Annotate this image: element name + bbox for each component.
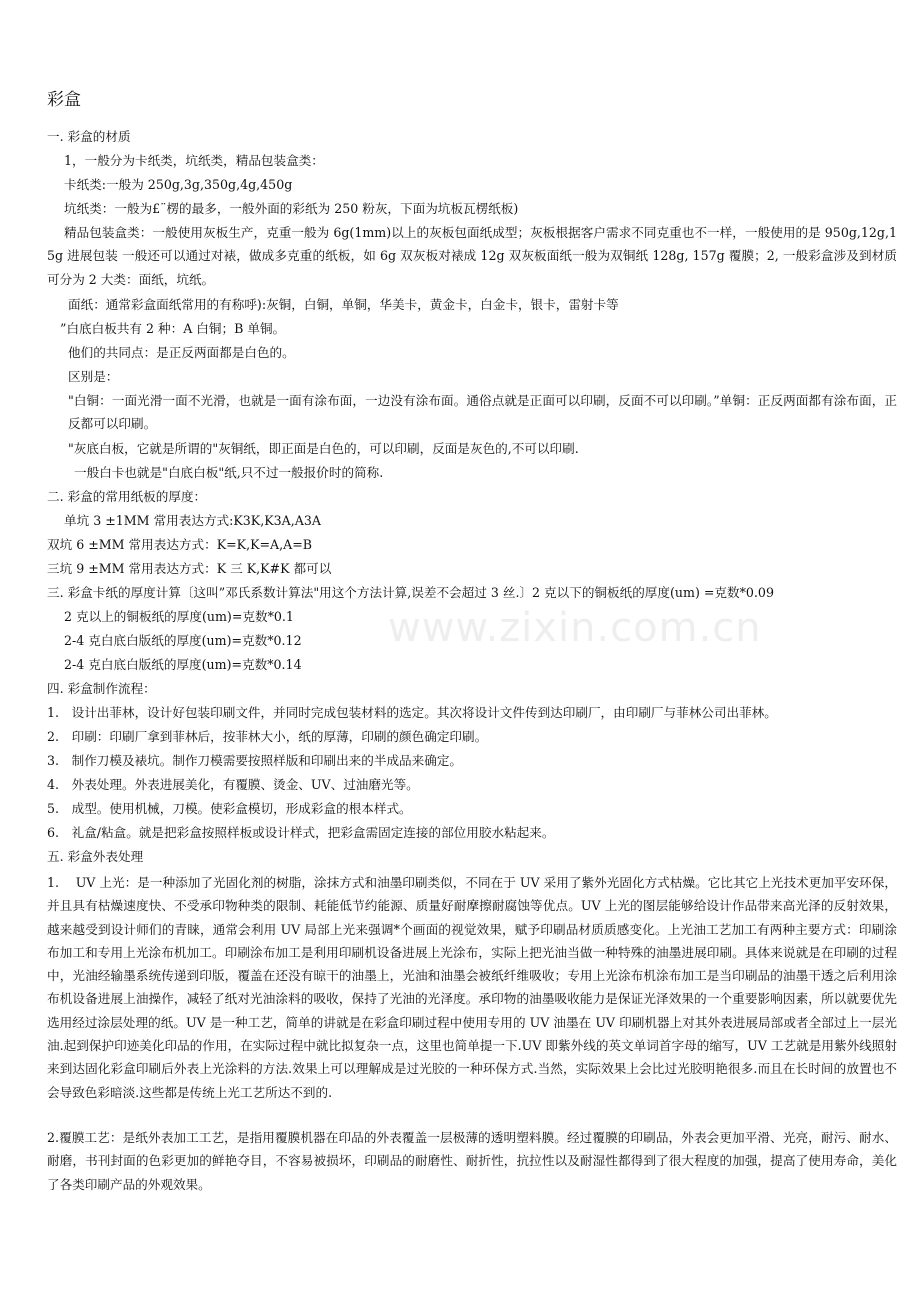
section-1-line-3: 坑纸类：一般为£¨楞的最多，一般外面的彩纸为 250 粉灰，下面为坑板瓦楞纸板)	[64, 201, 519, 216]
section-1-line-2: 卡纸类:一般为 250g,3g,350g,4g,450g	[64, 177, 293, 192]
section-1-line-4: 面纸：通常彩盒面纸常用的有称呼):灰铜，白铜，单铜，华美卡，黄金卡，白金卡，银卡，雷射卡等	[68, 297, 619, 312]
section-1-line-7: 区别是：	[68, 369, 119, 384]
page-title: 彩盒	[47, 90, 81, 110]
section-1-heading: 一. 彩盒的材质	[47, 129, 131, 144]
section-2-line-2: 双坑 6 ±MM 常用表达方式：K=K,K=A,A=B	[47, 537, 313, 552]
section-1-paragraph-2: "白铜：一面光滑一面不光滑，也就是一面有涂布面，一边没有涂布面。通俗点就是正面可以印刷，反面不可以印刷。”单铜：正反两面都有涂布面，正反都可以印刷。	[68, 393, 897, 432]
section-3-line-1: 2 克以上的铜板纸的厚度(um)=克数*0.1	[64, 609, 294, 624]
section-2-line-1: 单坑 3 ±1MM 常用表达方式:K3K,K3A,A3A	[64, 513, 321, 528]
section-3-line-2: 2-4 克白底白版纸的厚度(um)=克数*0.12	[64, 633, 302, 648]
list-item: 2. 印刷：印刷厂拿到菲林后，按菲林大小，纸的厚薄，印刷的颜色确定印刷。	[47, 729, 488, 744]
section-3-line-3: 2-4 克白底白版纸的厚度(um)=克数*0.14	[64, 657, 302, 672]
section-1-line-9: 一般白卡也就是"白底白板"纸,只不过一般报价时的简称.	[74, 465, 384, 480]
list-item: 6. 礼盒/粘盒。就是把彩盒按照样板或设计样式，把彩盒需固定连接的部位用胶水粘起来。	[47, 825, 555, 840]
section-4-heading: 四. 彩盒制作流程：	[47, 681, 156, 696]
section-1-line-6: 他们的共同点：是正反两面都是白色的。	[68, 345, 295, 360]
list-item: 1. 设计出菲林，设计好包装印刷文件，并同时完成包装材料的选定。其次将设计文件传到达印刷厂，由印刷厂与菲林公司出菲林。	[47, 705, 777, 720]
section-1-line-8: "灰底白板，它就是所谓的"灰铜纸，即正面是白色的，可以印刷，反面是灰色的,不可以印刷.	[68, 441, 579, 456]
list-item: 4. 外表处理。外表进展美化，有覆膜、烫金、UV、过油磨光等。	[47, 777, 419, 792]
watermark: www.zixin.com.cn	[388, 605, 762, 651]
section-2-line-3: 三坑 9 ±MM 常用表达方式：K 三 K,K#K 都可以	[47, 561, 332, 576]
section-5-heading: 五. 彩盒外表处理	[47, 849, 144, 864]
section-5-paragraph-1: 1. UV 上光：是一种添加了光固化剂的树脂，涂抹方式和油墨印刷类似，不同在于 UV 采用了紫外光固化方式枯燥。它比其它上光技术更加平安环保，并且具有枯燥速度快、不受承印物种类的限制、耗能低节约能源、质量好耐摩擦耐腐蚀等优点。UV 上光的图层能够给设计作品带来高光泽的反射效果，越来越受到设计师们的青睐，通常会利用 UV 局部上光来强调*个画面的视觉效果，赋予印刷品材质质感变化。上光油工艺加工有两种主要方式：印刷涂布加工和专用上光涂布机加工。印刷涂布加工是利用印刷机设备进展上光涂布，实际上把光油当做一种特殊的油墨进展印刷。具体来说就是在印刷的过程中，光油经输墨系统传递到印版，覆盖在还没有晾干的油墨上，光油和油墨会被纸纤维吸收；专用上光涂布机涂布加工是当印刷品的油墨干透之后利用涂布机设备进展上油操作，减轻了纸对光油涂料的吸收，保持了光油的光泽度。承印物的油墨吸收能力是保证光泽效果的一个重要影响因素，所以就要优先选用经过涂层处理的纸。UV 是一种工艺，简单的讲就是在彩盒印刷过程中使用专用的 UV 油墨在 UV 印刷机器上对其外表进展局部或者全部过上一层光油.起到保护印迹美化印品的作用，在实际过程中就比拟复杂一点，这里也简单提一下.UV 即紫外线的英文单词首字母的缩写，UV 工艺就是用紫外线照射来到达固化彩盒印刷后外表上光涂料的方法.效果上可以理解成是过光胶的一种环保方式.当然，实际效果上会比过光胶明艳很多.而且在长时间的放置也不会导致色彩暗淡.这些都是传统上光工艺所达不到的.	[47, 875, 897, 1100]
section-1-paragraph-1: 精品包装盒类：一般使用灰板生产，克重一般为 6g(1mm)以上的灰板包面纸成型；灰板根据客户需求不同克重也不一样，一般使用的是 950g,12g,15g 进展包装 一般还可以通过对裱，做成多克重的纸板，如 6g 双灰板对裱成 12g 双灰板面纸一般为双铜纸 128g, 157g 覆膜；2, 一般彩盒涉及到材质可分为 2 大类：面纸，坑纸。	[47, 225, 897, 287]
section-3-heading: 三. 彩盒卡纸的厚度计算〔这叫”邓氏系数计算法"用这个方法计算,误差不会超过 3 丝.〕2 克以下的铜板纸的厚度(um) =克数*0.09	[47, 585, 774, 600]
list-item: 5. 成型。使用机械，刀模。使彩盒模切，形成彩盒的根本样式。	[47, 801, 412, 816]
list-item: 3. 制作刀模及裱坑。制作刀模需要按照样版和印刷出来的半成品来确定。	[47, 753, 463, 768]
section-2-heading: 二. 彩盒的常用纸板的厚度：	[47, 489, 207, 504]
section-5-paragraph-2: 2.覆膜工艺：是纸外表加工工艺，是指用覆膜机器在印品的外表覆盖一层极薄的透明塑料膜。经过覆膜的印刷品，外表会更加平滑、光亮，耐污、耐水、耐磨，书刊封面的色彩更加的鲜艳夺目，不容易被损坏，印刷品的耐磨性、耐折性，抗拉性以及耐湿性都得到了很大程度的加强，提高了使用寿命，美化了各类印刷产品的外观效果。	[47, 1130, 897, 1192]
section-1-line-5: ”白底白板共有 2 种：A 白铜；B 单铜。	[60, 321, 286, 336]
section-1-line-1: 1，一般分为卡纸类，坑纸类，精品包装盒类：	[64, 153, 324, 168]
